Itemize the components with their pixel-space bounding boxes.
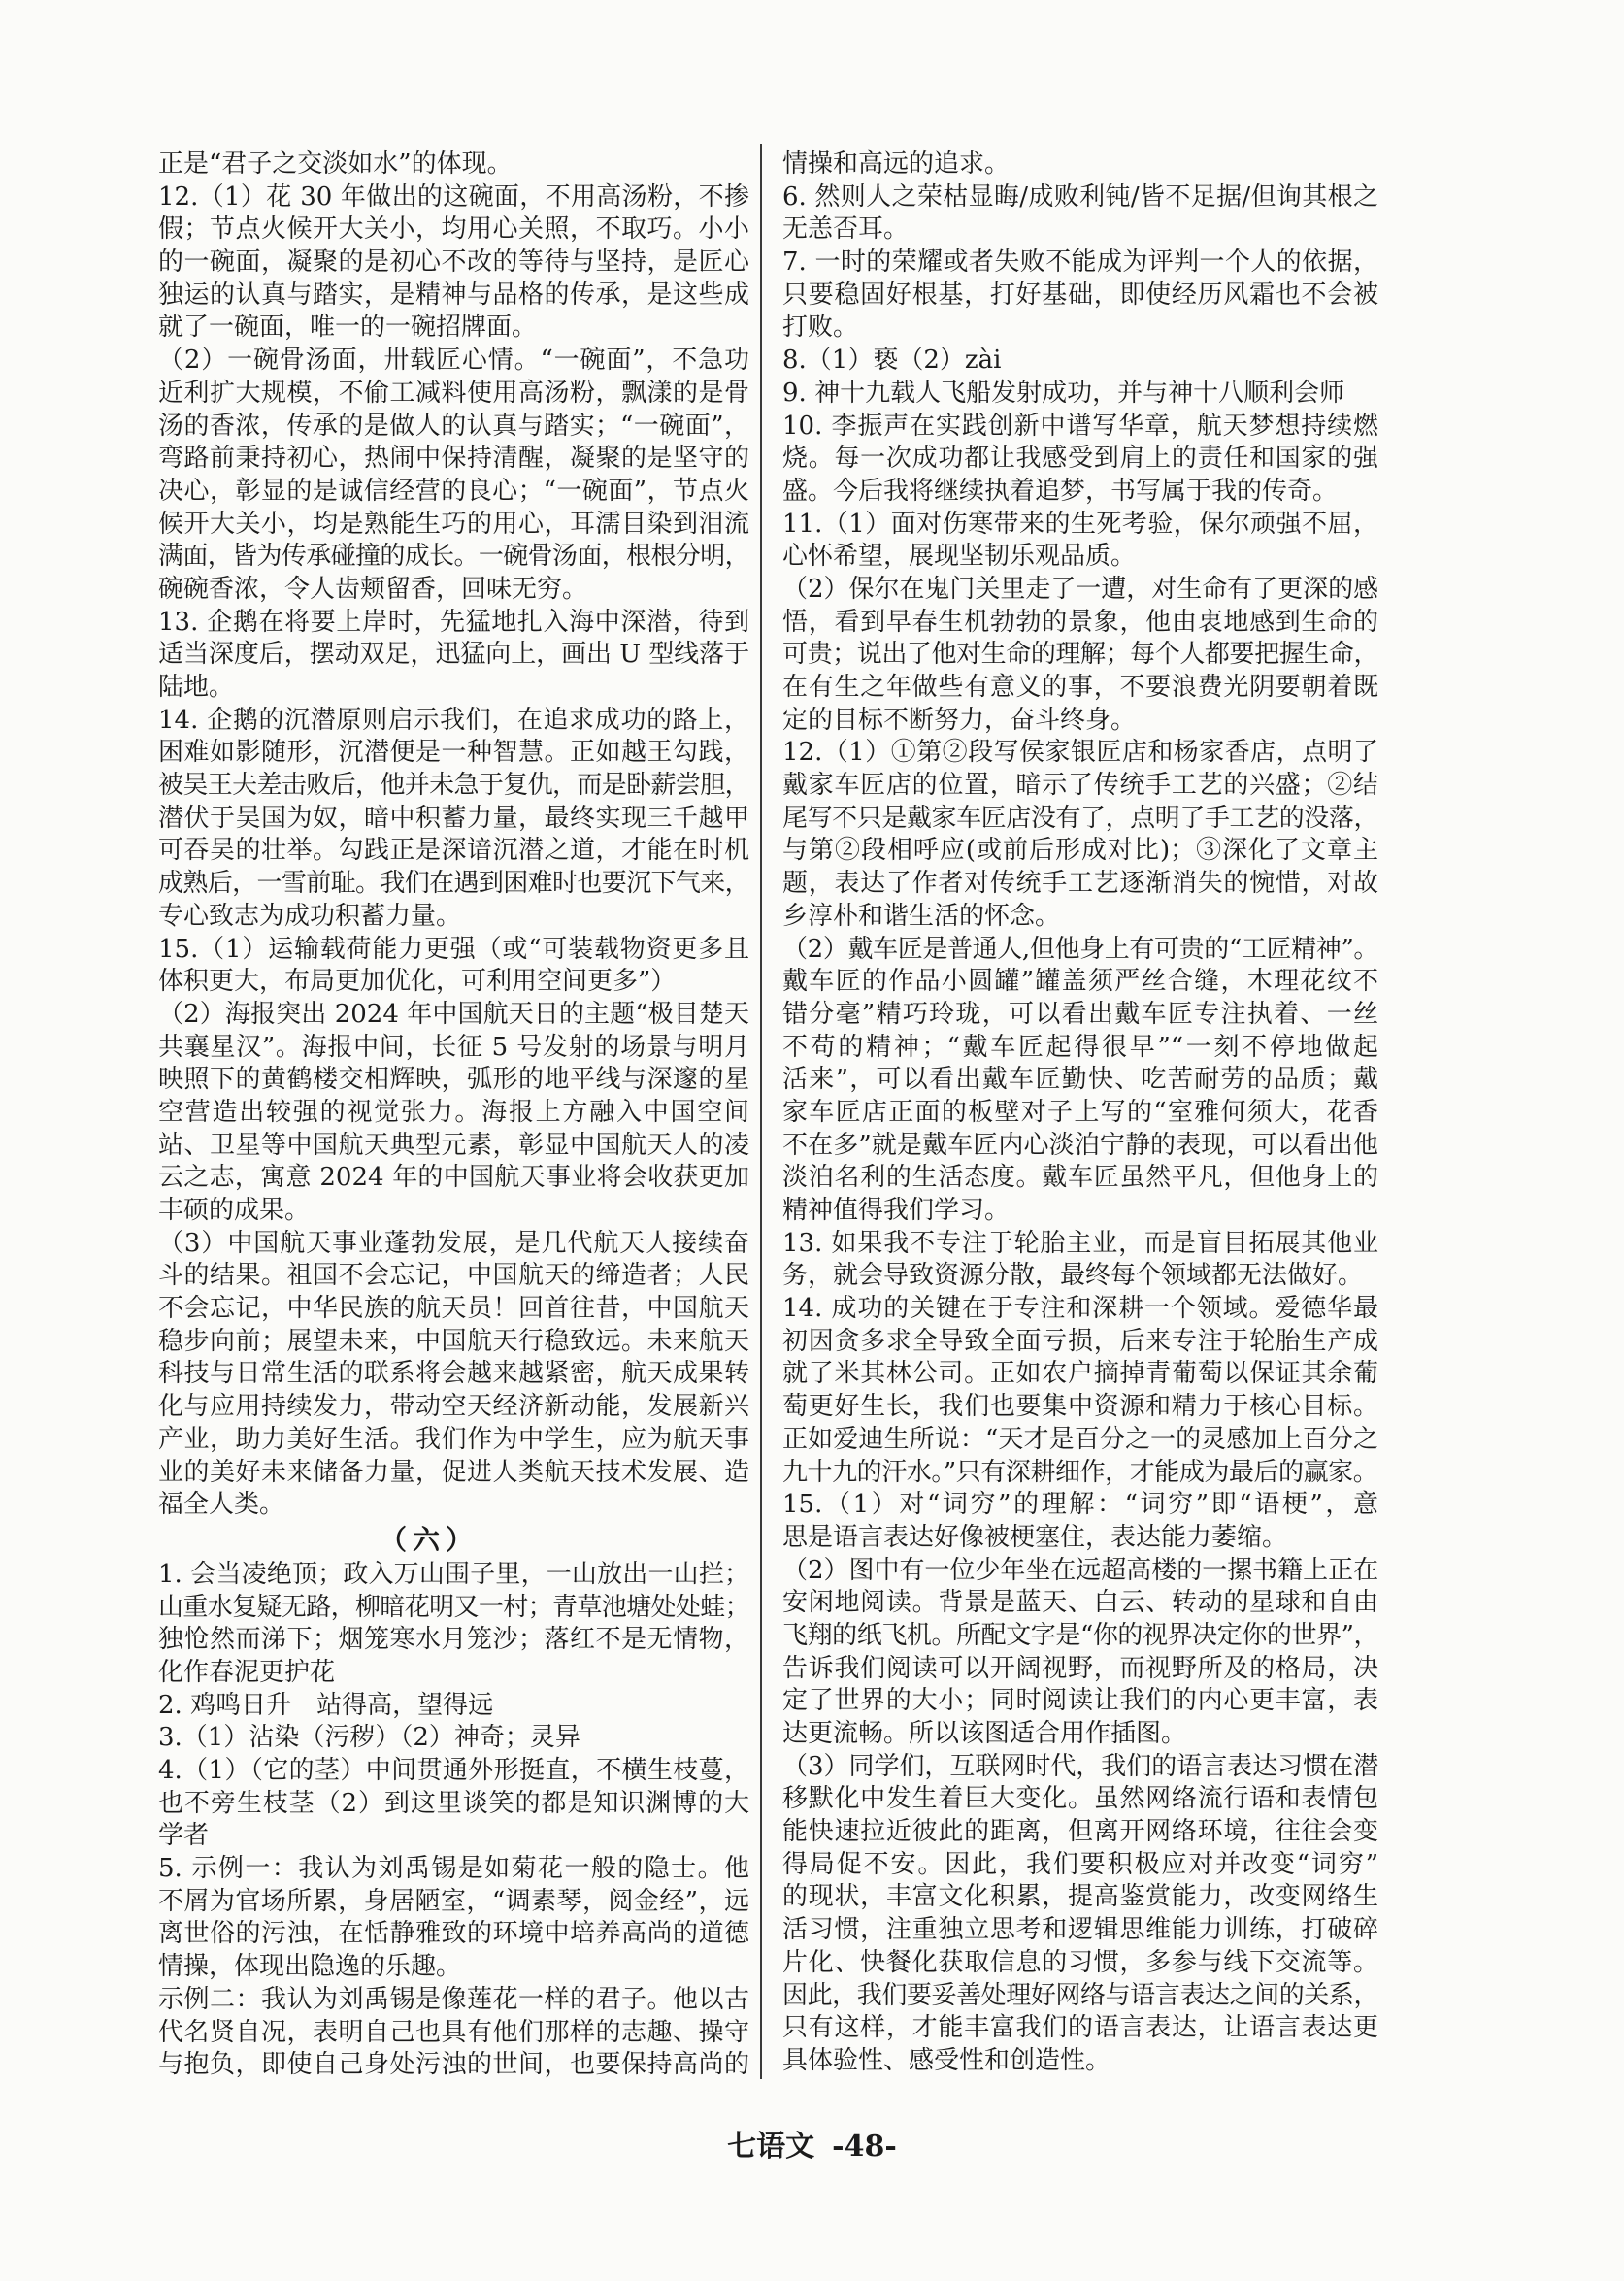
- text-line: （3）同学们，互联网时代，我们的语言表达习惯在潜: [782, 1751, 1378, 1781]
- text-line: （2）图中有一位少年坐在远超高楼的一摞书籍上正在: [782, 1555, 1378, 1585]
- answer-paragraph: [158, 705, 749, 934]
- answer-paragraph: [782, 182, 1378, 247]
- text-line: 安闲地阅读。背景是蓝天、白云、转动的星球和自由: [782, 1588, 1378, 1618]
- answer-paragraph: [158, 1755, 749, 1853]
- answer-paragraph: [158, 1559, 749, 1690]
- text-line: （3）中国航天事业蓬勃发展，是几代航天人接续奋: [158, 1228, 749, 1258]
- answer-paragraph: [782, 411, 1378, 509]
- text-line: 盛。今后我将继续执着追梦，书写属于我的传奇。: [782, 476, 1339, 506]
- text-line: 情操，体现出隐逸的乐趣。: [158, 1952, 462, 1982]
- answer-paragraph: [158, 1722, 749, 1755]
- right-column: [782, 149, 1378, 2078]
- text-line: 11.（1）面对伤寒带来的生死考验，保尔顽强不屈，: [782, 509, 1378, 539]
- text-line: 稳步向前；展望未来，中国航天行稳致远。未来航天: [158, 1326, 749, 1356]
- text-line: 近利扩大规模，不偷工减料使用高汤粉，飘漾的是骨: [158, 378, 749, 408]
- answer-paragraph: [158, 182, 749, 345]
- answer-paragraph: [158, 607, 749, 705]
- text-line: 定了世界的大小；同时阅读让我们的内心更丰富，表: [782, 1686, 1378, 1716]
- text-line: 产业，助力美好生活。我们作为中学生，应为航天事: [158, 1424, 749, 1454]
- text-line: 移默化中发生着巨大变化。虽然网络流行语和表情包: [782, 1784, 1378, 1814]
- text-line: 不屑为官场所累，身居陋室，“调素琴，阅金经”，远: [158, 1886, 749, 1916]
- text-line: 候开大关小，均是熟能生巧的用心，耳濡目染到泪流: [158, 509, 749, 539]
- text-line: 化作春泥更护花: [158, 1657, 336, 1687]
- text-line: 15.（1）运输载荷能力更强（或“可装载物资更多且: [158, 934, 749, 964]
- text-line: 活来”，可以看出戴车匠勤快、吃苦耐劳的品质；戴: [782, 1065, 1378, 1095]
- page-footer: [0, 2128, 1624, 2166]
- text-line: 1. 会当凌绝顶；政入万山围子里，一山放出一山拦；: [158, 1559, 749, 1589]
- answer-paragraph: [782, 1751, 1378, 2078]
- answer-paragraph: [782, 1293, 1378, 1489]
- answer-paragraph: [782, 345, 1378, 378]
- answer-paragraph: [158, 1853, 749, 1984]
- text-line: 困难如影随形，沉潜便是一种智慧。正如越王勾践，: [158, 738, 749, 768]
- column-divider: [760, 144, 762, 2079]
- text-line: 告诉我们阅读可以开阔视野，而视野所及的格局，决: [782, 1653, 1378, 1683]
- text-line: 体积更大，布局更加优化，可利用空间更多”）: [158, 967, 677, 997]
- text-line: 思是语言表达好像被梗塞住，表达能力萎缩。: [782, 1522, 1288, 1552]
- text-line: 9. 神十九载人飞船发射成功，并与神十八顺利会师: [782, 378, 1345, 408]
- text-line: 具体验性、感受性和创造性。: [782, 2045, 1111, 2075]
- text-line: 精神值得我们学习。: [782, 1196, 1011, 1225]
- text-line: 务，就会导致资源分散，最终每个领域都无法做好。: [782, 1261, 1364, 1291]
- text-line: （六）: [380, 1523, 480, 1556]
- left-column: [158, 149, 749, 2082]
- text-line: 无恙否耳。: [782, 215, 910, 245]
- text-line: 错分毫”精巧玲珑，可以看出戴车匠专注执着、一丝: [782, 999, 1378, 1029]
- text-line: 15.（1）对“词穷”的理解：“词穷”即“语梗”，意: [782, 1490, 1378, 1520]
- text-line: 5. 示例一：我认为刘禹锡是如菊花一般的隐士。他: [158, 1854, 749, 1884]
- text-line: 离世俗的污浊，在恬静雅致的环境中培养高尚的道德: [158, 1919, 749, 1949]
- text-line: 定的目标不断努力，奋斗终身。: [782, 705, 1137, 735]
- text-line: 映照下的黄鹤楼交相辉映，弧形的地平线与深邃的星: [158, 1065, 749, 1095]
- answer-paragraph: [782, 737, 1378, 933]
- text-line: 12.（1）花 30 年做出的这碗面，不用高汤粉，不掺: [158, 182, 749, 212]
- text-line: 烧。每一次成功都让我感受到肩上的责任和国家的强: [782, 444, 1378, 474]
- text-line: 九十九的汗水。”只有深耕细作，才能成为最后的赢家。: [782, 1457, 1378, 1487]
- text-line: 达更流畅。所以该图适合用作插图。: [782, 1719, 1187, 1748]
- text-line: 淡泊名利的生活态度。戴车匠虽然平凡，但他身上的: [782, 1163, 1378, 1193]
- text-line: 只要稳固好根基，打好基础，即使经历风霜也不会被: [782, 280, 1378, 310]
- text-line: 13. 企鹅在将要上岸时，先猛地扎入海中深潜，待到: [158, 607, 749, 637]
- text-line: 乡淳朴和谐生活的怀念。: [782, 901, 1061, 931]
- text-line: 飞翔的纸飞机。所配文字是“你的视界决定你的世界”，: [782, 1620, 1378, 1650]
- text-line: 就了一碗面，唯一的一碗招牌面。: [158, 313, 538, 343]
- text-line: 10. 李振声在实践创新中谱写华章，航天梦想持续燃: [782, 411, 1378, 441]
- text-line: 不会忘记，中华民族的航天员！回首往昔，中国航天: [158, 1294, 749, 1324]
- text-line: 正如爱迪生所说：“天才是百分之一的灵感加上百分之: [782, 1424, 1378, 1454]
- text-line: 的一碗面，凝聚的是初心不改的等待与坚持，是匠心: [158, 248, 749, 278]
- answer-paragraph: [782, 509, 1378, 574]
- text-line: 不苟的精神；“戴车匠起得很早”“一刻不停地做起: [782, 1032, 1378, 1062]
- text-line: 示例二：我认为刘禹锡是像莲花一样的君子。他以古: [158, 1984, 749, 2014]
- text-line: 得局促不安。因此，我们要积极应对并改变“词穷”: [782, 1849, 1378, 1879]
- text-line: 能快速拉近彼此的距离，但离开网络环境，往往会变: [782, 1817, 1378, 1847]
- text-line: 假；节点火候开大关小，均用心关照，不取巧。小小: [158, 215, 749, 245]
- text-line: 正是“君子之交淡如水”的体现。: [158, 149, 513, 179]
- text-line: 丰硕的成果。: [158, 1196, 311, 1225]
- text-line: 在有生之年做些有意义的事，不要浪费光阴要朝着既: [782, 673, 1378, 702]
- text-line: 弯路前秉持初心，热闹中保持清醒，凝聚的是坚守的: [158, 444, 749, 474]
- text-line: 萄更好生长，我们也要集中资源和精力于核心目标。: [782, 1392, 1378, 1422]
- text-line: 心怀希望，展现坚韧乐观品质。: [782, 542, 1137, 572]
- answer-paragraph: [782, 574, 1378, 737]
- text-line: 与第②段相呼应(或前后形成对比)；③深化了文章主: [782, 836, 1378, 866]
- page-number: -48-: [832, 2130, 897, 2164]
- text-line: 尾写不只是戴家车匠店没有了，点明了手工艺的没落，: [782, 803, 1378, 833]
- text-line: 科技与日常生活的联系将会越来越紧密，航天成果转: [158, 1359, 749, 1389]
- text-line: 陆地。: [158, 673, 235, 702]
- text-line: 6. 然则人之荣枯显晦/成败利钝/皆不足据/但询其根之: [782, 182, 1378, 212]
- text-line: 家车匠店正面的板壁对子上写的“室雅何须大，花香: [782, 1097, 1378, 1127]
- answer-paragraph: [782, 149, 1378, 182]
- text-line: 云之志，寓意 2024 年的中国航天事业将会收获更加: [158, 1163, 749, 1193]
- text-line: 3.（1）沾染（污秽）（2）神奇；灵异: [158, 1723, 580, 1753]
- text-line: 代名贤自况，表明自己也具有他们那样的志趣、操守: [158, 2017, 749, 2047]
- answer-paragraph: [158, 1690, 749, 1723]
- text-line: 空营造出较强的视觉张力。海报上方融入中国空间: [158, 1097, 749, 1127]
- answer-paragraph: [782, 1228, 1378, 1293]
- text-line: 专心致志为成功积蓄力量。: [158, 901, 462, 931]
- text-line: 不在多”就是戴车匠内心淡泊宁静的表现，可以看出他: [782, 1130, 1378, 1160]
- text-line: 可贵；说出了他对生命的理解；每个人都要把握生命，: [782, 640, 1378, 670]
- answer-paragraph: [782, 1555, 1378, 1751]
- text-line: 7. 一时的荣耀或者失败不能成为评判一个人的依据，: [782, 248, 1378, 278]
- answer-paragraph: [782, 1489, 1378, 1554]
- text-line: 戴车匠的作品小圆罐”罐盖须严丝合缝，木理花纹不: [782, 967, 1378, 997]
- text-line: 12.（1）①第②段写侯家银匠店和杨家香店，点明了: [782, 738, 1378, 768]
- text-line: （2）一碗骨汤面，卅载匠心情。“一碗面”，不急功: [158, 346, 749, 376]
- text-line: （2）戴车匠是普通人,但他身上有可贵的“工匠精神”。: [782, 934, 1378, 964]
- text-line: 14. 成功的关键在于专注和深耕一个领域。爱德华最: [782, 1294, 1378, 1324]
- text-line: 共襄星汉”。海报中间，长征 5 号发射的场景与明月: [158, 1032, 749, 1062]
- text-line: 14. 企鹅的沉潜原则启示我们，在追求成功的路上，: [158, 705, 749, 735]
- text-line: 斗的结果。祖国不会忘记，中国航天的缔造者；人民: [158, 1261, 749, 1291]
- text-line: 潜伏于吴国为奴，暗中积蓄力量，最终实现三千越甲: [158, 803, 749, 833]
- text-line: 碗碗香浓，令人齿颊留香，回味无穷。: [158, 574, 588, 604]
- text-line: 业的美好未来储备力量，促进人类航天技术发展、造: [158, 1457, 749, 1487]
- answer-paragraph: [158, 345, 749, 607]
- text-line: 化与应用持续发力，带动空天经济新动能，发展新兴: [158, 1392, 749, 1422]
- text-line: 题，表达了作者对传统手工艺逐渐消失的惋惜，对故: [782, 869, 1378, 899]
- answer-paragraph: [158, 934, 749, 999]
- answer-paragraph: [158, 149, 749, 182]
- text-line: 戴家车匠店的位置，暗示了传统手工艺的兴盛；②结: [782, 771, 1378, 801]
- text-line: 初因贪多求全导致全面亏损，后来专注于轮胎生产成: [782, 1326, 1378, 1356]
- text-line: （2）保尔在鬼门关里走了一遭，对生命有了更深的感: [782, 574, 1378, 604]
- section-heading: [158, 1522, 749, 1559]
- text-line: 就了米其林公司。正如农户摘掉青葡萄以保证其余葡: [782, 1359, 1378, 1389]
- text-line: 成熟后，一雪前耻。我们在遇到困难时也要沉下气来，: [158, 869, 749, 899]
- text-line: 独怆然而涕下；烟笼寒水月笼沙；落红不是无情物，: [158, 1625, 749, 1655]
- answer-paragraph: [158, 999, 749, 1228]
- text-line: 福全人类。: [158, 1490, 285, 1520]
- text-line: 可吞吴的壮举。勾践正是深谙沉潜之道，才能在时机: [158, 836, 749, 866]
- text-line: 只有这样，才能丰富我们的语言表达，让语言表达更: [782, 2013, 1378, 2043]
- text-line: 适当深度后，摆动双足，迅猛向上，画出 U 型线落于: [158, 640, 749, 670]
- text-line: 8.（1）亵（2）zài: [782, 346, 1002, 376]
- text-line: 汤的香浓，传承的是做人的认真与踏实；“一碗面”，: [158, 411, 749, 441]
- text-line: （2）海报突出 2024 年中国航天日的主题“极目楚天: [158, 999, 749, 1029]
- text-line: 独运的认真与踏实，是精神与品格的传承，是这些成: [158, 280, 749, 310]
- text-line: 也不旁生枝茎（2）到这里谈笑的都是知识渊博的大: [158, 1788, 749, 1818]
- text-line: 悟，看到早春生机勃勃的景象，他由衷地感到生命的: [782, 607, 1378, 637]
- text-line: 被吴王夫差击败后，他并未急于复仇，而是卧薪尝胆，: [158, 771, 749, 801]
- answer-paragraph: [158, 1984, 749, 2082]
- text-line: 满面，皆为传承碰撞的成长。一碗骨汤面，根根分明，: [158, 542, 749, 572]
- text-line: 决心，彰显的是诚信经营的良心；“一碗面”，节点火: [158, 476, 749, 506]
- text-line: 与抱负，即使自己身处污浊的世间，也要保持高尚的: [158, 2050, 749, 2080]
- answer-paragraph: [158, 1228, 749, 1522]
- text-line: 打败。: [782, 313, 859, 343]
- text-line: 活习惯，注重独立思考和逻辑思维能力训练，打破碎: [782, 1915, 1378, 1945]
- text-line: 学者: [158, 1821, 210, 1851]
- text-line: 山重水复疑无路，柳暗花明又一村；青草池塘处处蛙；: [158, 1592, 749, 1622]
- answer-paragraph: [782, 378, 1378, 411]
- text-line: 因此，我们要妥善处理好网络与语言表达之间的关系，: [782, 1980, 1378, 2010]
- footer-subject: 七语文: [727, 2130, 815, 2164]
- text-line: 的现状，丰富文化积累，提高鉴赏能力，改变网络生: [782, 1882, 1378, 1912]
- answer-paragraph: [782, 247, 1378, 345]
- text-line: 2. 鸡鸣日升 站得高，望得远: [158, 1690, 494, 1720]
- text-line: 4.（1）（它的茎）中间贯通外形挺直，不横生枝蔓，: [158, 1756, 749, 1785]
- text-line: 站、卫星等中国航天典型元素，彰显中国航天人的凌: [158, 1130, 749, 1160]
- answer-paragraph: [782, 934, 1378, 1228]
- text-line: 片化、快餐化获取信息的习惯，多参与线下交流等。: [782, 1947, 1378, 1977]
- text-line: 情操和高远的追求。: [782, 149, 1011, 179]
- text-line: 13. 如果我不专注于轮胎主业，而是盲目拓展其他业: [782, 1228, 1378, 1258]
